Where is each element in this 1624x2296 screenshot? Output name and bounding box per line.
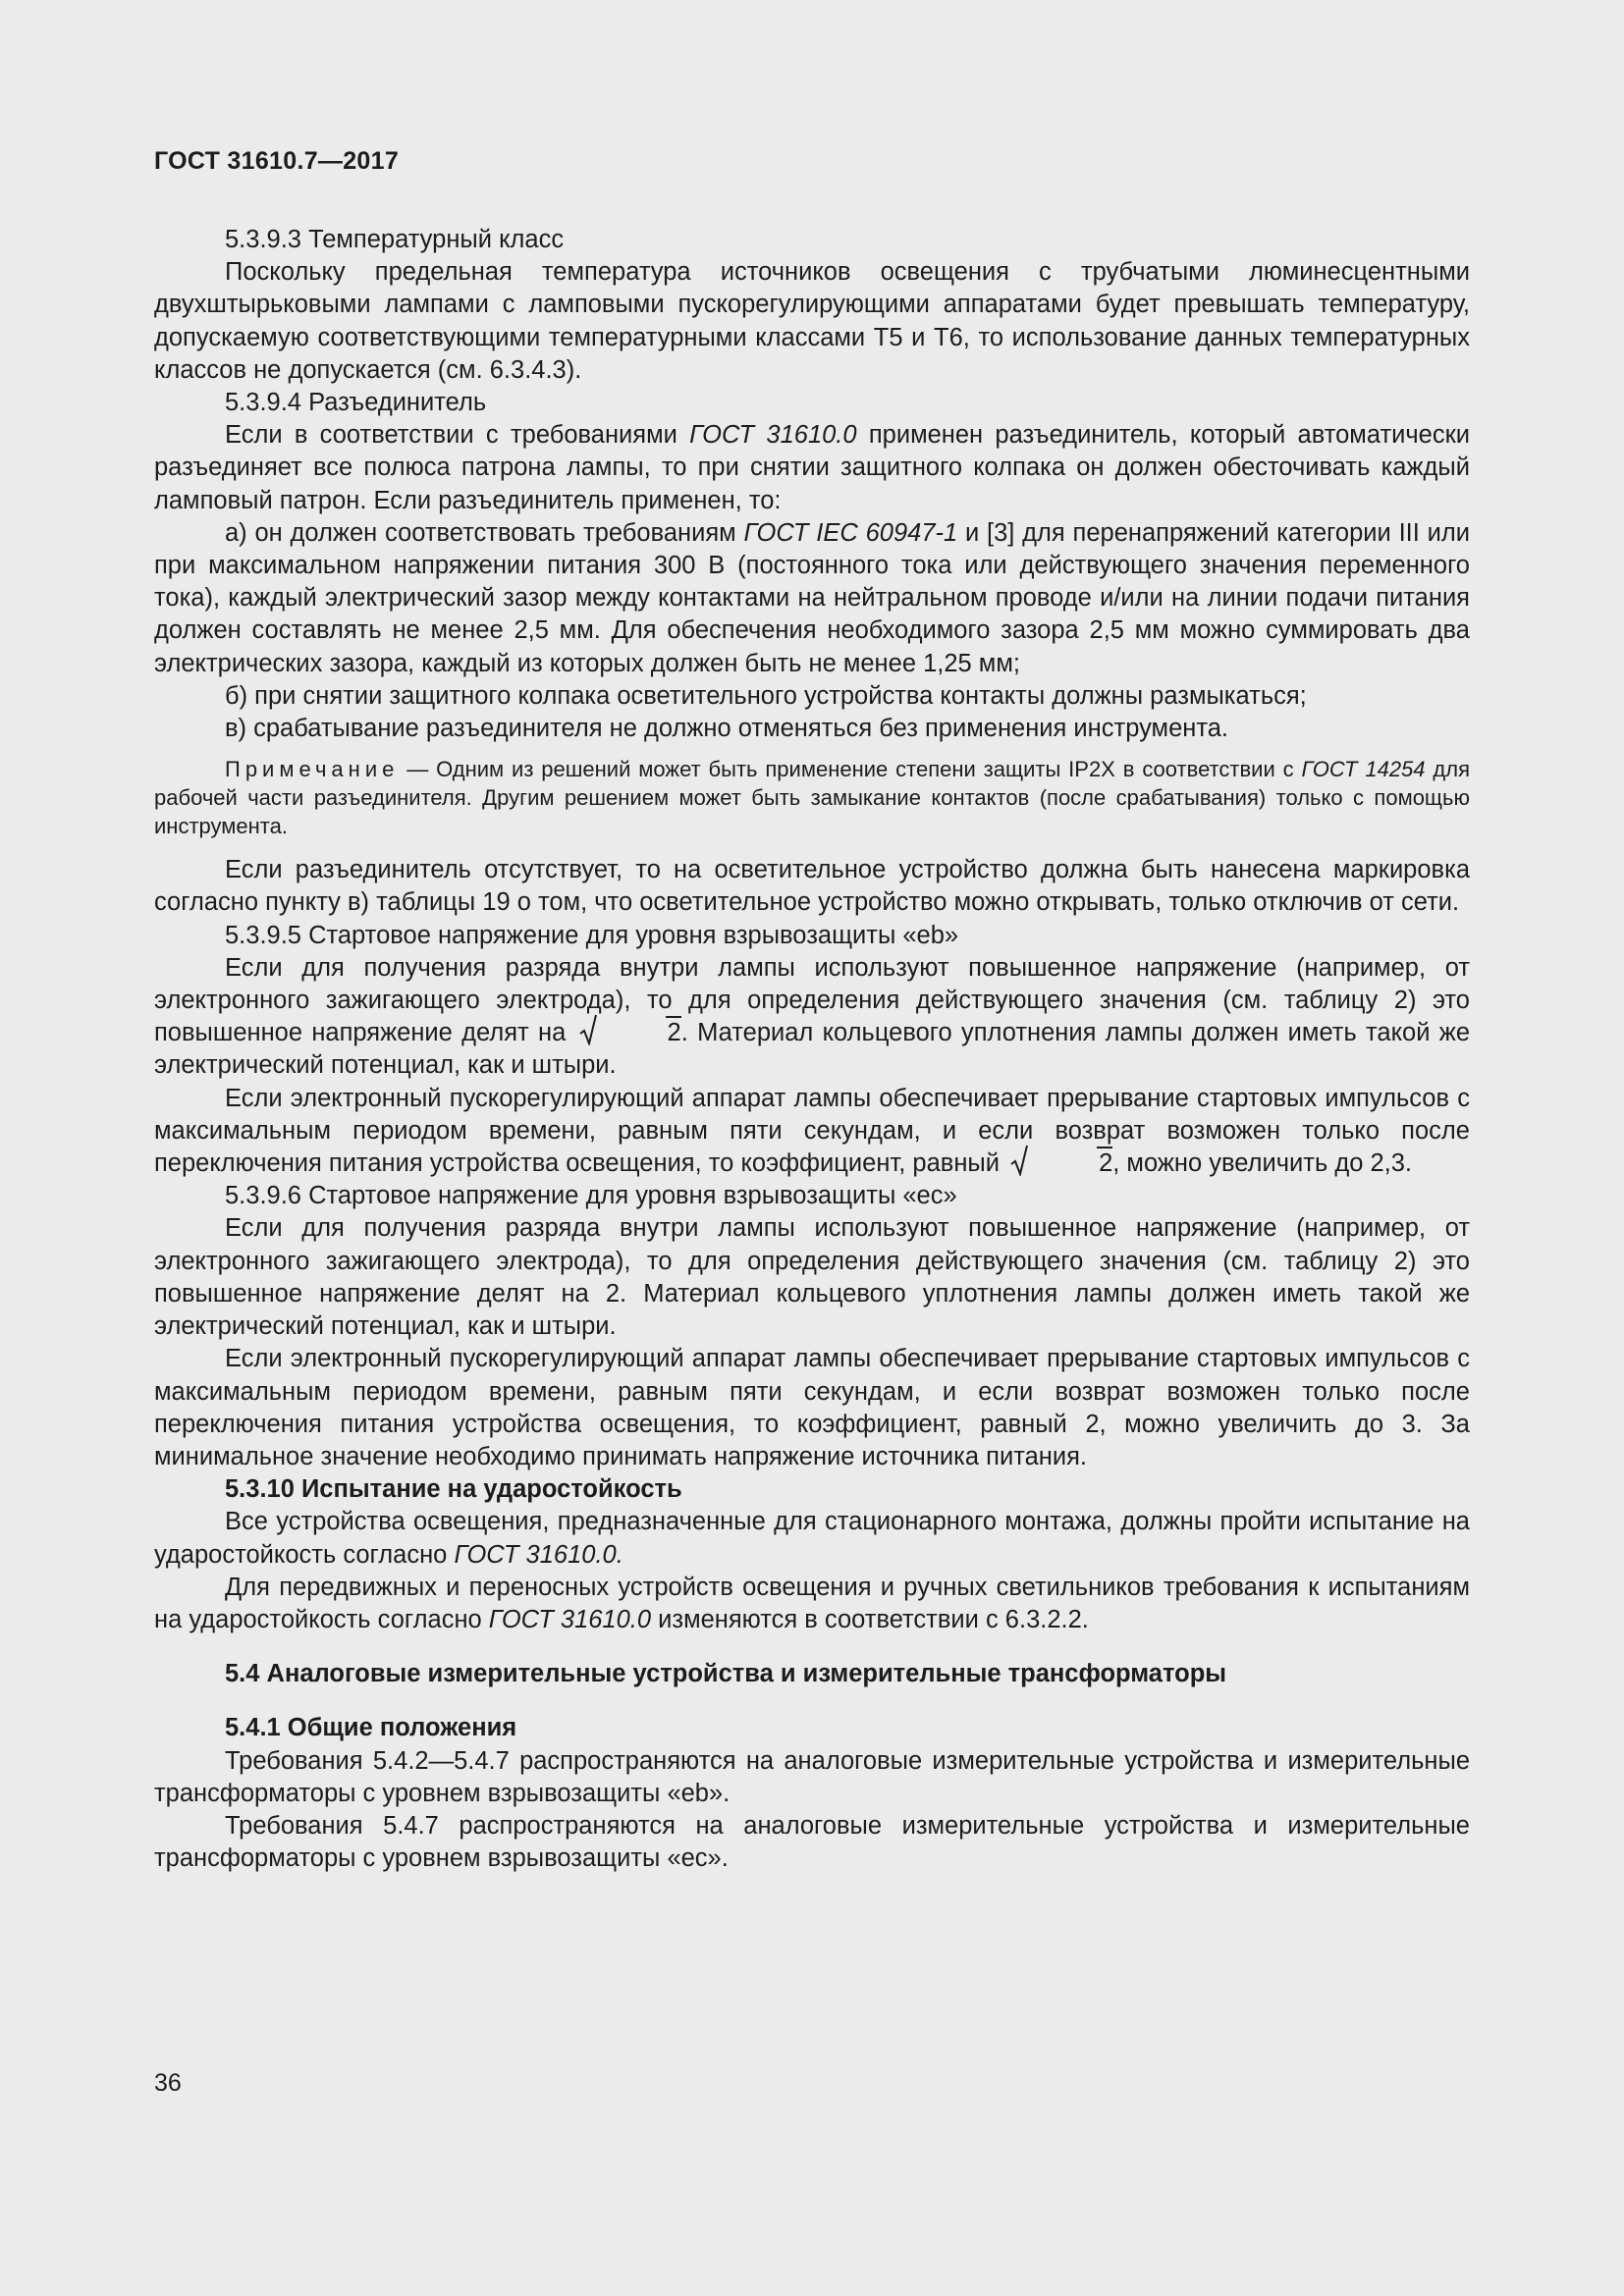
paragraph: Поскольку предельная температура источников освещения с трубчатыми люминесцентными двухштырьковыми лампами с ламповыми пускорегулирующими аппаратами будет превышать температуру, допускаемую соответствующими температурными классами Т5 и Т6, то использование данных температурных классов не допускается (см. 6.3.4.3). <box>154 258 1470 384</box>
page-number: 36 <box>154 2069 182 2097</box>
standard-reference: ГОСТ 31610.0 <box>488 1605 652 1633</box>
section-title-5-4-1: 5.4.1 Общие положения <box>225 1714 517 1742</box>
paragraph: Для передвижных и переносных устройств освещения и ручных светильников требования к испытаниям на ударостойкость согласно ГОСТ 31610.0 изменяются в соответствии с 6.3.2.2. <box>154 1573 1470 1633</box>
list-item-c: в) срабатывание разъединителя не должно отменяться без применения инструмента. <box>225 715 1229 743</box>
paragraph: Все устройства освещения, предназначенные для стационарного монтажа, должны пройти испытание на ударостойкость согласно ГОСТ 31610.0. <box>154 1508 1470 1569</box>
section-title-5-3-9-4: 5.3.9.4 Разъединитель <box>225 389 487 417</box>
paragraph: Если для получения разряда внутри лампы используют повышенное напряжение (например, от электронного зажигающего электрода), то для определения действующего значения (см. таблицу 2) это повышенное напряжение делят на 2. Материал кольцевого уплотнения лампы должен иметь такой же электрический потенциал, как и штыри. <box>154 953 1470 1080</box>
square-root-symbol: 2 <box>1010 1148 1112 1180</box>
paragraph: Если электронный пускорегулирующий аппарат лампы обеспечивает прерывание стартовых импульсов с максимальным периодом времени, равным пяти секундам, и если возврат возможен только после переключения питания устройства освещения, то коэффициент, равный 2, можно увеличить до 2,3. <box>154 1083 1470 1181</box>
square-root-symbol: 2 <box>579 1017 681 1049</box>
section-title-5-3-10: 5.3.10 Испытание на ударостойкость <box>225 1475 682 1504</box>
standard-reference: ГОСТ IEC 60947-1 <box>743 518 958 547</box>
standard-reference: ГОСТ 31610.0 <box>689 421 857 450</box>
paragraph: Требования 5.4.7 распространяются на аналоговые измерительные устройства и измерительные трансформаторы с уровнем взрывозащиты «ec». <box>154 1811 1470 1873</box>
note: Примечание — Одним из решений может быть применение степени защиты IP2X в соответствии с ГОСТ 14254 для рабочей части разъединителя. Другим решением может быть замыкание контактов (после срабатывания) только с помощью инструмента. <box>154 757 1471 839</box>
paragraph: Требования 5.4.2—5.4.7 распространяются на аналоговые измерительные устройства и измерительные трансформаторы с уровнем взрывозащиты «eb». <box>154 1746 1470 1807</box>
paragraph: Если для получения разряда внутри лампы используют повышенное напряжение (например, от электронного зажигающего электрода), то для определения действующего значения (см. таблицу 2) это повышенное напряжение делят на 2. Материал кольцевого уплотнения лампы должен иметь такой же электрический потенциал, как и штыри. <box>154 1214 1470 1341</box>
standard-reference: ГОСТ 14254 <box>1301 757 1426 782</box>
paragraph: Если электронный пускорегулирующий аппарат лампы обеспечивает прерывание стартовых импульсов с максимальным периодом времени, равным пяти секундам, и если возврат возможен только после переключения питания устройства освещения, то коэффициент, равный 2, можно увеличить до 3. За минимальное значение необходимо принимать напряжение источника питания. <box>154 1345 1470 1470</box>
paragraph: Если разъединитель отсутствует, то на осветительное устройство должна быть нанесена маркировка согласно пункту в) таблицы 19 о том, что осветительное устройство можно открывать, только отключив от сети. <box>154 856 1470 917</box>
section-title-5-3-9-3: 5.3.9.3 Температурный класс <box>225 226 565 253</box>
note-label: Примечание <box>225 757 400 782</box>
section-title-5-4: 5.4 Аналоговые измерительные устройства и измерительные трансформаторы <box>225 1660 1227 1688</box>
list-item-a: а) он должен соответствовать требованиям ГОСТ IEC 60947-1 и [3] для перенапряжений категории III или при максимальном напряжении питания 300 В (постоянного тока или действующего значения переменного тока), каждый электрический зазор между контактами на нейтральном проводе и/или на линии подачи питания должен составлять не менее 2,5 мм. Для обеспечения необходимого зазора 2,5 мм можно суммировать два электрических зазора, каждый из которых должен быть не менее 1,25 мм; <box>154 518 1470 677</box>
paragraph: Если в соответствии с требованиями ГОСТ 31610.0 применен разъединитель, который автоматически разъединяет все полюса патрона лампы, то при снятии защитного колпака он должен обесточивать каждый ламповый патрон. Если разъединитель применен, то: <box>154 421 1470 514</box>
page-header-standard-code: ГОСТ 31610.7—2017 <box>154 147 400 175</box>
list-item-b: б) при снятии защитного колпака осветительного устройства контакты должны размыкаться; <box>225 681 1307 710</box>
section-title-5-3-9-6: 5.3.9.6 Стартовое напряжение для уровня взрывозащиты «ec» <box>225 1182 957 1210</box>
radical-sign-icon <box>579 1014 597 1045</box>
section-title-5-3-9-5: 5.3.9.5 Стартовое напряжение для уровня взрывозащиты «eb» <box>225 921 959 949</box>
radical-sign-icon <box>1010 1145 1028 1176</box>
document-body <box>154 224 1470 1875</box>
standard-reference: ГОСТ 31610.0. <box>454 1540 623 1569</box>
